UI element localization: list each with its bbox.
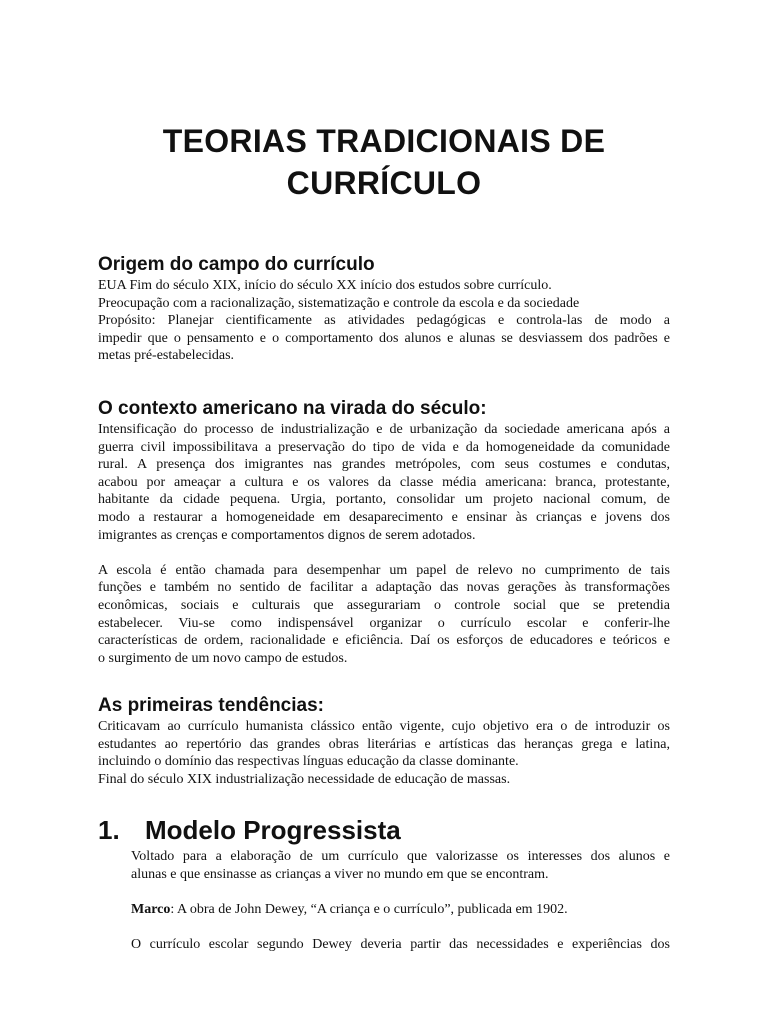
section-body-origem <box>98 277 670 365</box>
marco-text: : A obra de John Dewey, “A criança e o currículo”, publicada em 1902. <box>170 901 568 917</box>
text-line: Final do século XIX industrialização necessidade de educação de massas. <box>98 771 511 787</box>
model-intro <box>131 848 670 883</box>
section-tendencias <box>98 694 670 788</box>
text-line: guerra civil impossibilitava a preservação do tipo de vida e da homogeneidade da comunidade <box>98 439 670 455</box>
text-line: Criticavam ao currículo humanista clássico então vigente, cujo objetivo era o de introduzir os <box>98 719 670 734</box>
text-line: estudantes ao repertório das grandes obras literárias e artísticas das heranças grega e latina, <box>98 736 670 752</box>
text-line: características de ordem, racionalidade e eficiência. Daí os esforços de educadores e teóricos e <box>98 633 670 649</box>
text-line: Voltado para a elaboração de um currículo que valorizasse os interesses dos alunos e <box>131 849 670 864</box>
text-line: Propósito: Planejar cientificamente as atividades pedagógicas e controla-las de modo a <box>98 313 670 329</box>
text-line: rural. A presença dos imigrantes nas grandes metrópoles, com seus costumes e condutas, <box>98 457 670 473</box>
model-body <box>131 848 670 954</box>
section-body-tendencias <box>98 718 670 788</box>
text-line: EUA Fim do século XIX, início do século XX início dos estudos sobre currículo. <box>98 278 552 293</box>
section-heading-contexto: O contexto americano na virada do século: <box>98 398 487 419</box>
model-number: 1. <box>98 815 120 845</box>
text-line: metas pré-estabelecidas. <box>98 348 235 364</box>
text-line: funções e também no sentido de facilitar a adaptação das novas gerações às transformações <box>98 580 670 596</box>
model-heading <box>98 812 670 848</box>
section-contexto <box>98 397 670 667</box>
text-line: estabelecer. Viu-se como indispensável organizar o currículo escolar e conferir-lhe <box>98 615 670 631</box>
model-title: Modelo Progressista <box>145 815 401 845</box>
section-heading-tendencias: As primeiras tendências: <box>98 695 324 716</box>
section-origem <box>98 253 670 365</box>
section-body-contexto-para-1 <box>98 421 670 544</box>
text-line: O currículo escolar segundo Dewey deveria partir das necessidades e experiências dos <box>131 936 670 952</box>
text-line: modo a restaurar a homogeneidade em desaparecimento e ensinar às crianças e jovens dos <box>98 509 670 525</box>
text-line: alunas e que ensinasse as crianças a viver no mundo em que se encontram. <box>131 866 549 882</box>
text-line: habitante da cidade pequena. Urgia, portanto, consolidar um projeto nacional comum, de <box>98 492 670 508</box>
title-line-2: CURRÍCULO <box>286 165 482 201</box>
model-last-paragraph <box>131 936 670 954</box>
section-heading-origem: Origem do campo do currículo <box>98 254 375 275</box>
text-line: A escola é então chamada para desempenhar um papel de relevo no cumprimento de tais <box>98 562 670 578</box>
text-line: acabou por ameaçar a cultura e os valores da classe média americana: branca, protestante, <box>98 474 670 490</box>
text-line: impedir que o pensamento e o comportamento dos alunos e alunas se desviassem dos padrões e <box>98 330 670 346</box>
section-body-contexto-para-2 <box>98 562 670 668</box>
text-line: econômicas, sociais e culturais que assegurariam o controle social que se pretendia <box>98 597 670 613</box>
title-line-1: TEORIAS TRADICIONAIS DE <box>162 123 606 159</box>
text-line: Preocupação com a racionalização, sistematização e controle da escola e da sociedade <box>98 295 580 311</box>
text-line: imigrantes as crenças e comportamentos dignos de serem adotados. <box>98 527 476 543</box>
text-line: o surgimento de um novo campo de estudos. <box>98 650 348 666</box>
model-marco <box>131 901 670 919</box>
text-line: incluindo o domínio das respectivas línguas educação da classe dominante. <box>98 754 519 770</box>
text-line: Intensificação do processo de industrialização e de urbanização da sociedade americana após a <box>98 422 670 437</box>
marco-label: Marco <box>131 901 171 917</box>
document-title <box>0 120 768 204</box>
